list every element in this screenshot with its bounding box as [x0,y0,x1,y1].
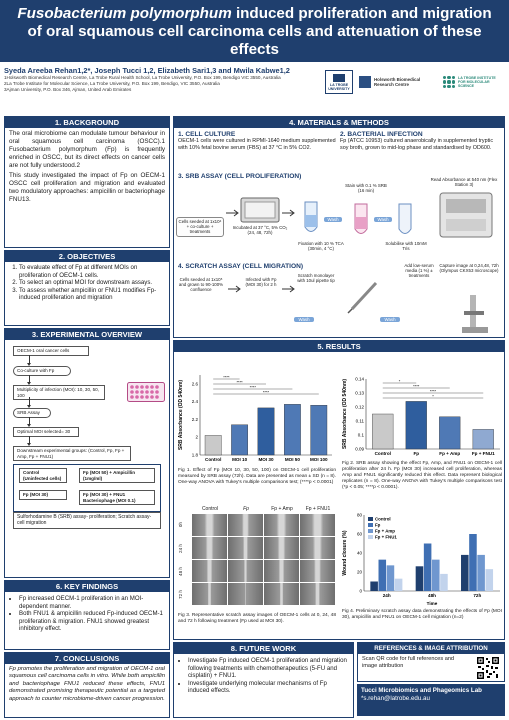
pipette-icon [342,281,382,315]
fig3-row [178,537,336,559]
fig3-row-label: 24 h [178,543,183,553]
references-section [357,642,505,682]
x-tick-label: 24h [382,593,391,598]
scratch-label-media: Add low-serum media (1 %) ± treatments [404,263,434,279]
x-axis-label: Time [426,601,438,606]
cell-culture-block [178,131,336,152]
flow-step-groups: Downstream experimental groups: (Control, Fp, Fp + Amp, Fp + FNU1) [13,446,131,461]
fig2-caption: Fig 2. SRB assay showing the effect Fp, Amp, and FNU1 on OECM-1 cell proliferation after 24 h. Fp (MOI 30) increased cell proliferation, whereas Amp and FNU1 significantly reduced this effect. Data represent biological replicates (n = 8). One-way ANOVA with Tukey's multiple comparisons test (*p < 0.05; ****p < 0.0001). [342,461,502,490]
fig3-micrograph [192,537,227,559]
x-tick-label: Fp + Amp [439,451,461,456]
group-control: Control (Uninfected cells) [19,468,67,483]
author-list: Syeda Areeba Rehan1,2*, Joseph Tucci 1,2, Elizabeth Sari1,3 and Mwila Kabwe1,2 [4,66,290,75]
bar [205,435,221,455]
bar [258,408,274,455]
finding-item: • Both FNU1 & ampicillin reduced Fp-induced OECM-1 proliferation & migration. FNU1 showed greatest inhibitory effect. [19,610,165,633]
flow-step-assays: Sulforhodamine B (SRB) assay- proliferation; Scratch assay- cell migration [13,512,161,529]
srb-label-stain: Stain with 0.1 % SRB (16 min) [345,183,387,194]
findings-section [4,580,170,650]
scratch-label-wash-2: Wash [380,317,400,322]
bar [440,574,448,591]
plate-reader-icon [438,191,494,239]
srb-label-read: Read Absorbance at 540 nm (Flex Station 3) [430,177,498,188]
flow-step-coculture: Co-culture with Fp [13,366,71,376]
x-tick-label: MOI 10 [232,457,248,462]
group-fp: Fp (MOI 30) [19,490,67,500]
scratch-title: 4. SCRATCH ASSAY (CELL MIGRATION) [178,263,304,270]
author-block [4,66,324,93]
significance-label: **** [249,384,256,390]
fig3-col-label: Fp + FNU1 [305,506,331,512]
y-tick-label: 0.14 [355,376,364,382]
methods-section [173,116,505,338]
srb-label-solubilise: Solubilise with 10mM Tris [385,241,427,252]
qr-code-icon[interactable] [476,656,500,680]
bar [231,425,247,455]
srb-label-seed: Cells seeded at 1x10⁴ + co-culture + treatments [176,217,224,237]
flow-step-srb: SRB Assay [13,408,51,418]
group-fp-amp: Fp (MOI 50) + Ampicillin (1mg/ml) [79,468,155,483]
lims-logo [443,76,503,88]
fig3-row [178,514,336,536]
y-tick-label: 2.6 [191,381,198,387]
fig3-micrograph [300,560,335,582]
x-tick-label: MOI 30 [258,457,274,462]
objective-item: 2. To select an optimal MOI for downstream assays. [19,279,165,287]
incubator-icon [240,197,280,223]
y-tick-label: 0 [359,588,362,594]
x-tick-label: Fp + FNU1 [471,451,495,456]
fig1-chart [176,355,336,467]
conclusions-heading: 7. CONCLUSIONS [5,653,169,664]
fig3-micrograph [228,560,263,582]
fig3-column-headers [192,506,336,512]
fig3-micrograph [264,514,299,536]
fig3-micrograph [192,560,227,582]
srb-label-wash-1: Wash [324,217,342,222]
y-tick-label: 20 [356,569,362,575]
fig3-micrograph [264,537,299,559]
flow-arrow [29,417,30,425]
y-tick-label: 2.4 [191,399,198,405]
fig3-col-label: Fp [243,506,249,512]
bar [372,414,393,449]
fig3-micrograph [228,583,263,605]
latrobe-mark-icon [333,74,345,82]
flow-step-cells: OECM-1 oral cancer cells [13,346,89,356]
x-tick-label: 72h [473,593,482,598]
objectives-list [5,262,169,302]
bar [424,544,432,592]
objectives-section [4,250,170,326]
bar [387,565,395,591]
findings-heading: 6. KEY FINDINGS [5,581,169,592]
lab-email[interactable]: *s.rehan@latrobe.edu.au [361,695,430,702]
significance-label: **** [223,374,230,380]
infection-text: Fp (ATCC 10953) cultured anaerobically in supplemented tryptic soy broth, grown to mid-log phase and standardised by OD600. [340,138,494,151]
y-tick-label: 40 [356,550,362,556]
fig3-col-label: Control [201,506,219,512]
bar [432,560,440,591]
scratch-label-capture: Capture image at 0,24,48, 72h (Olympus CKX53 microscope) [439,263,499,274]
methods-heading: 4. MATERIALS & METHODS [174,117,504,128]
background-paragraph-1: The oral microbiome can modulate tumour behaviour in oral squamous cell carcinoma (OSCC).1 Fusobacterium polymorphum (Fp) is frequently enriched in OSCC, but its direct effects on cancer cells are not fully understood.2 [9,130,165,169]
holsworth-logo [359,76,437,88]
title-rest: induced proliferation and migration of oral squamous cell carcinoma cells and attenuation of these effects [27,5,492,58]
fig3-micrograph [300,514,335,536]
legend-label: Fp + FNU1 [375,534,397,540]
legend-label: Fp [375,522,381,528]
background-heading: 1. BACKGROUND [5,117,169,128]
fig3-micrograph [228,537,263,559]
bar [406,401,427,449]
y-tick-label: 2 [195,434,198,440]
fig3-row-label: 0h [178,522,183,528]
references-heading: REFERENCES & IMAGE ATTRIBUTION [358,643,504,654]
y-axis-label: Wound closure (%) [342,530,348,576]
tube-icon [302,201,320,237]
future-item: • Investigate Fp induced OECM-1 proliferation and migration following treatments with chemotherapeutics (5-FU and cisplatin) + FNU1. [188,657,349,680]
fig4-chart [340,509,504,607]
fig3-row-label: 48 h [178,566,183,576]
future-heading: 8. FUTURE WORK [174,643,353,654]
affiliation-1: 1Holsworth Biomedical Research Centre, La Trobe Rural Health School, La Trobe University, P.O. Box 199, Bendigo VIC 3550, Australia [4,75,281,80]
poster-title [10,5,499,59]
cell-culture-title: 1. CELL CULTURE [178,131,236,138]
future-list [174,654,353,695]
srb-workflow [174,177,505,261]
fig3-micrograph [300,537,335,559]
significance-label: **** [262,389,270,395]
latrobe-logo-line-2: UNIVERSITY [328,86,350,91]
bar [416,566,424,591]
title-italic: Fusobacterium polymorphum [17,5,232,22]
plate-icon [127,382,165,402]
affiliation-3: 3Ajman University, P.O. Box 346, Ajman, United Arab Emirates [4,87,132,92]
conclusions-text: Fp promotes the proliferation and migration of OECM-1 oral squamous cell carcinoma cells in vitro. While both ampicillin and bacteriophage FNU1 reduced these effects, FNU1 demonstrated promising therapeutic potential as a targeted approach to counter microbiome-driven cancer progression. [9,666,165,702]
arrow-right-icon [282,209,296,217]
y-axis-label: SRB Absorbance (OD 540nm) [342,378,348,450]
objectives-heading: 2. OBJECTIVES [5,251,169,262]
results-heading: 5. RESULTS [174,341,504,352]
flow-arrow [29,375,30,383]
background-paragraph-2: This study investigated the impact of Fp on OECM-1 OSCC cell proliferation and migration and evaluated two modulatory approaches: ampicillin or bacteriophage FNU13. [9,172,165,203]
bar [284,404,300,455]
holsworth-mark-icon [359,76,371,88]
bar [439,417,460,449]
overview-heading: 3. EXPERIMENTAL OVERVIEW [5,329,169,340]
flow-step-optimal: Optimal MOI selected= 30 [13,427,79,437]
microscope-icon [456,291,492,335]
flow-arrow [29,397,30,406]
legend-label: Control [375,516,391,522]
latrobe-logo [325,70,353,94]
fig3-micrograph [192,514,227,536]
overview-flowchart [5,340,169,508]
bar [395,579,403,591]
srb-label-fixation: Fixation with 10 % TCA (30min, 4 °C) [298,241,344,252]
tube-icon [396,203,414,239]
group-fp-fnu1: Fp (MOI 30) + FNU1 Bacteriophage (MOI 0.1) [79,490,155,505]
objective-item: 3. To assess whether ampicillin or FNU1 modifies Fp-induced proliferation and migration [19,287,165,302]
fig3-micrograph [192,583,227,605]
y-tick-label: 0.1 [357,432,364,438]
infection-block [340,131,502,152]
fig3-col-label: Fp + Amp [271,506,293,512]
latrobe-logo-line-1: LA TROBE [329,82,349,87]
affiliation-2: 2La Trobe Institute for Molecular Science, La Trobe University, P.O. Box 199, Bendigo, VIC 3550, Australia [4,81,220,86]
fig3-row [178,560,336,582]
references-text: Scan QR code for full references and image attribution [362,656,455,669]
conclusions-section [4,652,170,718]
bar [473,429,494,449]
lab-footer [357,684,505,716]
y-tick-label: 2.2 [191,416,198,422]
logo-strip [325,70,505,94]
fig3-caption: Fig 3. Representative scratch assay images of OECM-1 cells at 0, 24, 48 and 72 h following treatment (Fp used at MOI 30). [178,613,336,624]
fig3-micrograph [264,583,299,605]
fig3-panel [178,506,336,606]
lims-dots-icon [443,76,455,88]
future-section [173,642,354,718]
legend-swatch [368,523,373,527]
bar [477,555,485,591]
y-axis-label: SRB Absorbance (OD 540nm) [178,379,184,451]
results-section [173,340,505,640]
flow-arrow [29,355,30,364]
significance-label: **** [413,383,420,389]
objective-item: 1. To evaluate effect of Fp at different MOIs on proliferation of OECM-1 cells. [19,264,165,279]
bar [370,582,378,592]
x-tick-label: MOI 50 [284,457,300,462]
scratch-label-infect: Infected with Fp (MOI 30) for 2 h [245,277,277,288]
x-tick-label: Control [205,457,222,462]
lims-logo-text: LA TROBE INSTITUTE FOR MOLECULAR SCIENCE [458,76,496,88]
tube-icon [352,203,370,239]
bar [485,569,493,591]
significance-label: **** [429,388,437,394]
finding-item: • Fp increased OECM-1 proliferation in an MOI-dependent manner. [19,595,165,610]
scratch-label-seed: Cells seeded at 1x10⁵ and grown to 90-100% confluence [178,277,224,293]
y-tick-label: 0.13 [355,390,364,396]
fig4-caption: Fig 4. Preliminary scratch assay data demonstrating the effects of Fp (MOI 30), ampicillin and FNU1 on OECM-1 cell migration (n=2) [342,609,502,620]
x-tick-label: Control [374,451,391,456]
x-tick-label: 48h [428,593,436,598]
arrow-right-icon [226,209,240,217]
y-tick-label: 80 [356,512,362,518]
scratch-label-wash-1: Wash [294,317,314,322]
significance-label: **** [236,379,243,385]
legend-label: Fp + Amp [375,528,395,534]
fig1-caption: Fig 1. Effect of Fp (MOI 10, 30, 50, 100) on OECM-1 cell proliferation measured by SRB assay (72h). Data are presented as mean ± SD (n = 8). One-way ANOVA with Tukey's multiple comparisons test; (****p < 0.0001) [178,468,336,485]
bar [469,534,477,591]
findings-list [5,592,169,633]
flow-step-moi: Multiplicity of infection (MOI): 10, 30, 50, 100 [13,385,105,400]
fig3-row [178,583,336,605]
y-tick-label: 1.8 [191,452,198,458]
fig3-micrograph [264,560,299,582]
fig3-micrograph [228,514,263,536]
fig3-row-label: 72 h [178,589,183,599]
y-tick-label: 60 [356,531,362,537]
infection-title: 2. BACTERIAL INFECTION [340,131,423,138]
x-tick-label: MOI 100 [309,457,328,462]
bar [311,405,327,455]
legend-swatch [368,535,373,539]
y-tick-label: 0.09 [355,446,364,452]
srb-label-wash-2: Wash [374,217,392,222]
cell-culture-text: OECM-1 cells were cultured in RPMI-1640 medium supplemented with 10% fetal bovine serum (FBS) at 37 °C in 5% CO2. [178,138,336,151]
y-tick-label: 0.11 [355,418,364,424]
lab-name: Tucci Microbiomics and Phageomics Lab [361,687,482,694]
arrow-right-icon [282,285,296,293]
fig3-image-grid [178,514,336,606]
legend-swatch [368,517,373,521]
flow-arrow [29,436,30,444]
holsworth-logo-text: Holsworth Biomedical Research Centre [374,77,421,87]
future-item: • Investigate underlying molecular mechanisms of Fp induced effects. [188,680,349,695]
bar [379,560,387,591]
fig2-chart [340,355,504,459]
significance-label: * [432,393,434,399]
background-section [4,116,170,248]
srb-title: 3. SRB ASSAY (CELL PROLIFERATION) [178,173,302,180]
significance-label: * [398,378,401,384]
poster-header [0,0,509,62]
legend-swatch [368,529,373,533]
srb-label-incubate: Incubated at 37 °C, 5% CO₂ (24, 48, 72h) [232,225,288,236]
arrow-right-icon [228,285,242,293]
y-tick-label: 0.12 [355,404,364,410]
x-tick-label: Fp [413,451,420,456]
fig3-micrograph [300,583,335,605]
scratch-label-scratch: Scratch monolayer with 10ul pipette tip [297,273,335,284]
bar [461,555,469,591]
overview-section [4,328,170,578]
